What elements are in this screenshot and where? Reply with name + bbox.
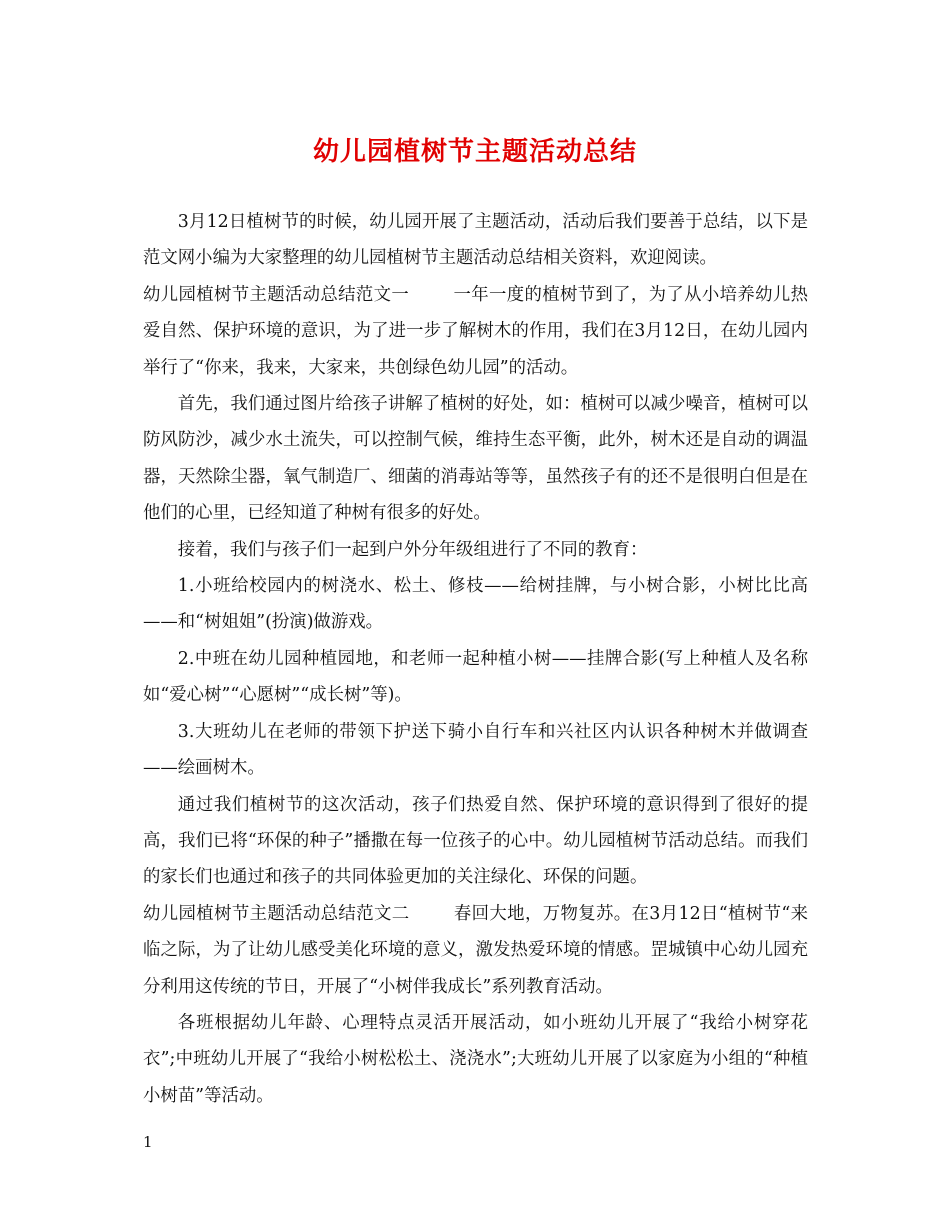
next-paragraph: 接着，我们与孩子们一起到户外分年级组进行了不同的教育： <box>177 539 648 560</box>
section1-heading: 幼儿园植树节主题活动总结范文一 <box>143 284 410 305</box>
page-number: 1 <box>143 1133 153 1151</box>
document-body <box>143 204 808 1114</box>
section1-text: 一年一度的植树节到了，为了从小培养幼儿热爱自然、保护环境的意识，为了进一步了解树木的作用，我们在3月12日，在幼儿园内举行了“你来，我来，大家来，共创绿色幼儿园”的活动。 <box>143 284 808 378</box>
list-item-middle-class: 2.中班在幼儿园种植园地，和老师一起种植小树——挂牌合影(写上种植人及名称如“爱心树”“心愿树”“成长树”等)。 <box>143 648 808 706</box>
list-item-small-class: 1.小班给校园内的树浇水、松土、修枝——给树挂牌，与小树合影，小树比比高——和“树姐姐”(扮演)做游戏。 <box>143 576 808 633</box>
intro-paragraph <box>143 204 808 277</box>
section2-text: 春回大地，万物复苏。在3月12日“植树节“来临之际，为了让幼儿感受美化环境的意义，激发热爱环境的情感。罡城镇中心幼儿园充分利用这传统的节日，开展了“小树伴我成长”系列教育活动。 <box>143 903 808 997</box>
intro-text: 3月12日植树节的时候，幼儿园开展了主题活动，活动后我们要善于总结，以下是范文网小编为大家整理的幼儿园植树节主题活动总结相关资料，欢迎阅读。 <box>143 212 808 269</box>
list-item-large-class: 3.大班幼儿在老师的带领下护送下骑小自行车和兴社区内认识各种树木并做调查——绘画树木。 <box>143 721 808 779</box>
result-paragraph: 通过我们植树节的这次活动，孩子们热爱自然、保护环境的意识得到了很好的提高，我们已将“环保的种子”播撒在每一位孩子的心中。幼儿园植树节活动总结。而我们的家长们也通过和孩子的共同体验更加的关注绿化、环保的问题。 <box>143 794 808 888</box>
section2-paragraph <box>143 896 808 1005</box>
section2-heading: 幼儿园植树节主题活动总结范文二 <box>143 903 410 924</box>
benefits-paragraph: 首先，我们通过图片给孩子讲解了植树的好处，如：植树可以减少噪音，植树可以防风防沙，减少水土流失，可以控制气候，维持生态平衡，此外，树木还是自动的调温器，天然除尘器，氧气制造厂、细菌的消毒站等等，虽然孩子有的还不是很明白但是在他们的心里，已经知道了种树有很多的好处。 <box>143 394 808 524</box>
document-title: 幼儿园植树节主题活动总结 <box>312 137 637 167</box>
section1-paragraph <box>143 277 808 386</box>
classes-paragraph: 各班根据幼儿年龄、心理特点灵活开展活动，如小班幼儿开展了“我给小树穿花衣”;中班幼儿开展了“我给小树松松土、浇浇水”;大班幼儿开展了以家庭为小组的“种植小树苗”等活动。 <box>143 1012 808 1106</box>
